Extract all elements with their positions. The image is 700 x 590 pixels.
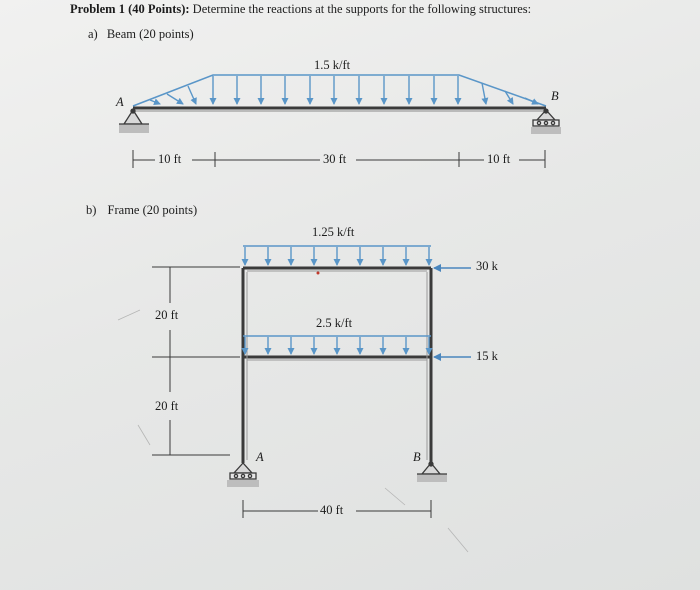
frame-height-dimension [152,267,240,455]
frame-members [243,268,431,463]
frame-height-lower-label: 20 ft [155,399,179,413]
frame-support-a-label: A [256,450,264,464]
frame-width-label: 40 ft [320,503,344,517]
part-b-title: Frame (20 points) [107,203,198,217]
beam-dim-right: 10 ft [487,152,511,166]
frame-force-mid-label: 15 k [476,349,498,363]
beam-support-b-label: B [551,89,559,103]
beam-support-a-label: A [116,95,124,109]
frame-top-load [243,246,431,265]
frame-height-upper-label: 20 ft [155,308,179,322]
beam-support-a-pin [119,109,149,133]
frame-top-load-label: 1.25 k/ft [312,225,355,239]
frame-force-top-label: 30 k [476,259,498,273]
problem-instruction: Determine the reactions at the supports for the following structures: [192,2,532,16]
frame-support-b-pin [417,462,447,482]
frame-support-b-label: B [413,450,421,464]
part-b-label: b) [86,203,97,217]
part-a-title: Beam (20 points) [106,27,194,41]
beam-load-label: 1.5 k/ft [314,58,351,72]
frame-support-a-roller [227,463,259,487]
frame-diagram [152,246,471,518]
frame-mid-load [243,336,431,354]
beam-load-arrows [150,76,538,104]
problem-label: Problem 1 (40 Points): [70,2,190,16]
frame-point-loads [434,268,471,357]
beam-dim-mid: 30 ft [323,152,347,166]
part-a-label: a) [88,27,98,41]
mark-dot [317,272,320,275]
frame-mid-load-label: 2.5 k/ft [316,316,353,330]
beam-dim-left: 10 ft [158,152,182,166]
beam-support-b-roller [531,109,561,134]
